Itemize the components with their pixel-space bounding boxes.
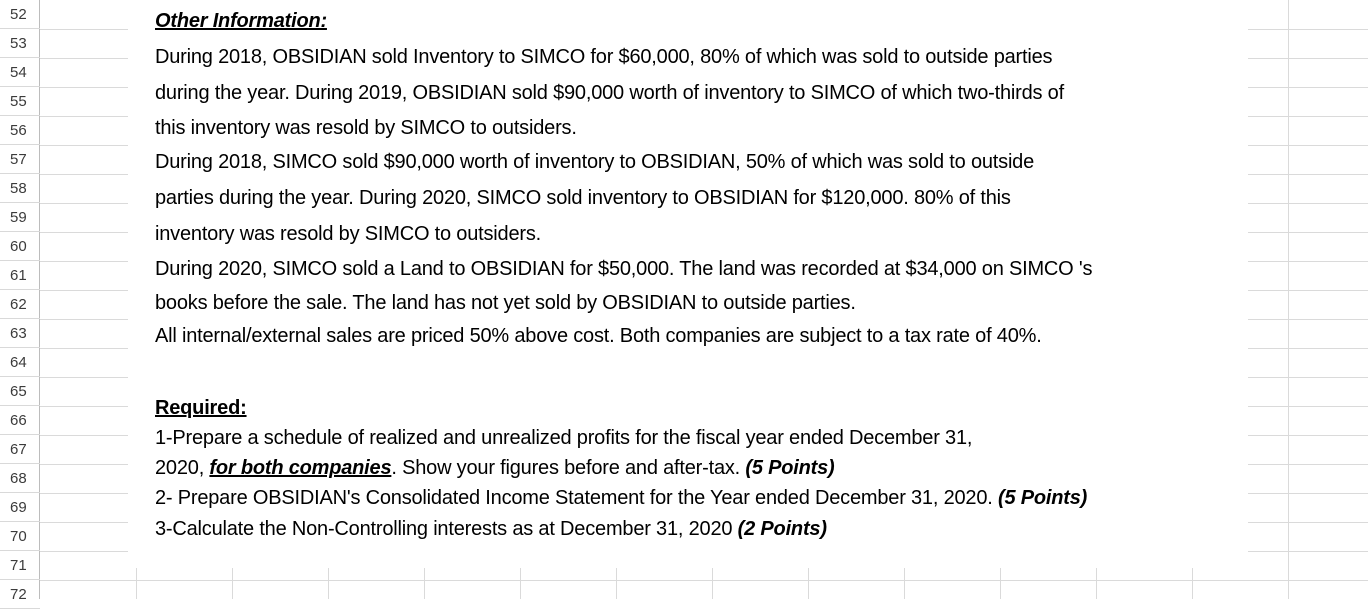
info-line-8: books before the sale. The land has not yet sold by OBSIDIAN to outside parties.	[155, 292, 856, 314]
grid-row-line	[40, 580, 1368, 581]
row-number[interactable]: 65	[0, 377, 40, 406]
row-number[interactable]: 69	[0, 493, 40, 522]
info-line-3: this inventory was resold by SIMCO to outsiders.	[155, 117, 577, 139]
row-number[interactable]: 62	[0, 290, 40, 319]
info-line-6: inventory was resold by SIMCO to outsiders.	[155, 223, 541, 245]
row-number[interactable]: 72	[0, 580, 40, 609]
row-number[interactable]: 52	[0, 0, 40, 29]
info-line-7: During 2020, SIMCO sold a Land to OBSIDIAN for $50,000. The land was recorded at $34,000 on SIMCO 's	[155, 258, 1093, 280]
required-item-1-line-1: 1-Prepare a schedule of realized and unrealized profits for the fiscal year ended December 31,	[155, 427, 973, 449]
row-number[interactable]: 68	[0, 464, 40, 493]
row-number[interactable]: 53	[0, 29, 40, 58]
points-label: (5 Points)	[997, 487, 1088, 509]
row-number[interactable]: 58	[0, 174, 40, 203]
row-number[interactable]: 61	[0, 261, 40, 290]
row-number[interactable]: 71	[0, 551, 40, 580]
grid-column-line	[1288, 0, 1289, 599]
row-number[interactable]: 55	[0, 87, 40, 116]
info-line-1: During 2018, OBSIDIAN sold Inventory to SIMCO for $60,000, 80% of which was sold to outside parties	[155, 46, 1053, 68]
row-number[interactable]: 54	[0, 58, 40, 87]
info-line-9: All internal/external sales are priced 50% above cost. Both companies are subject to a tax rate of 40%.	[155, 325, 1042, 347]
for-both-companies-emphasis: for both companies	[209, 457, 392, 479]
required-item-3: 3-Calculate the Non-Controlling interests as at December 31, 2020 (2 Points)	[155, 518, 827, 540]
points-label: (2 Points)	[737, 518, 827, 540]
required-item-2: 2- Prepare OBSIDIAN's Consolidated Income Statement for the Year ended December 31, 2020. (5 Points)	[155, 487, 1088, 509]
other-information-heading: Other Information:	[155, 10, 327, 32]
required-item-1-line-2: 2020, for both companies. Show your figures before and after-tax. (5 Points)	[155, 457, 835, 479]
row-number[interactable]: 64	[0, 348, 40, 377]
info-line-4: During 2018, SIMCO sold $90,000 worth of inventory to OBSIDIAN, 50% of which was sold to outside	[155, 151, 1035, 173]
row-number[interactable]: 59	[0, 203, 40, 232]
required-heading: Required:	[155, 397, 247, 419]
row-number[interactable]: 66	[0, 406, 40, 435]
points-label: (5 Points)	[745, 457, 835, 479]
info-line-2: during the year. During 2019, OBSIDIAN sold $90,000 worth of inventory to SIMCO of which two-thirds of	[155, 82, 1064, 104]
row-number[interactable]: 70	[0, 522, 40, 551]
row-header-column	[0, 0, 40, 603]
row-number[interactable]: 56	[0, 116, 40, 145]
row-number[interactable]: 57	[0, 145, 40, 174]
info-line-5: parties during the year. During 2020, SIMCO sold inventory to OBSIDIAN for $120,000. 80% of this	[155, 187, 1011, 209]
row-number[interactable]: 60	[0, 232, 40, 261]
row-number[interactable]: 63	[0, 319, 40, 348]
row-number[interactable]: 67	[0, 435, 40, 464]
